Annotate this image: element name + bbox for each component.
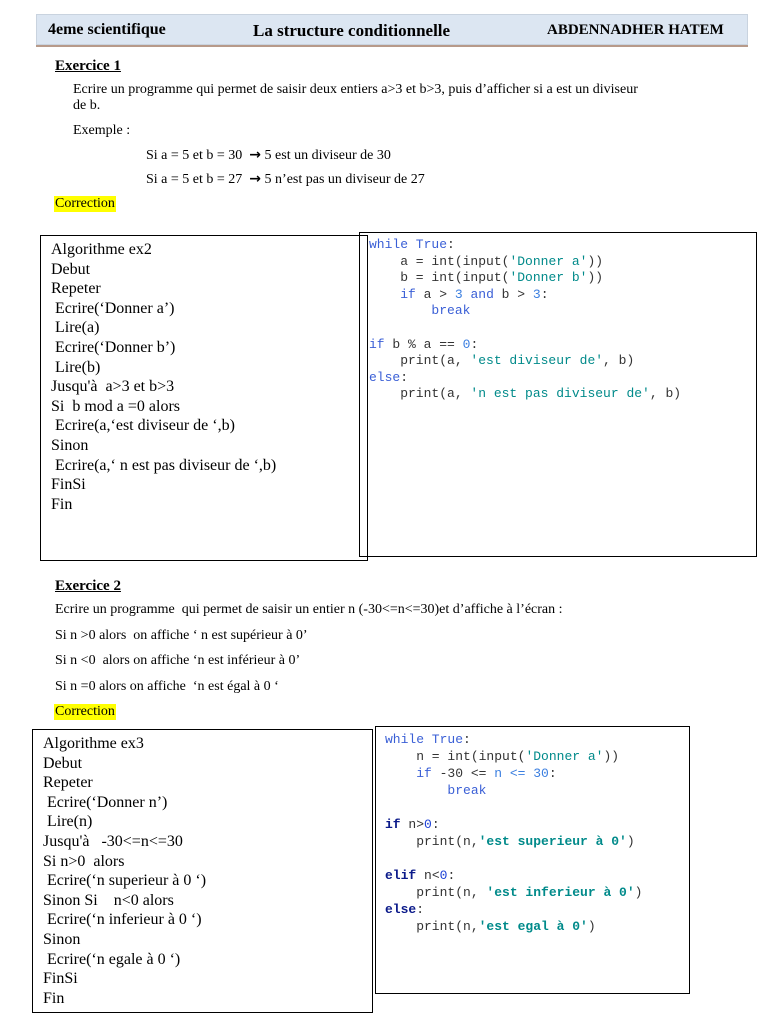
code-token: break xyxy=(431,303,471,319)
code-token: if xyxy=(369,336,385,352)
algorithm-box-2 xyxy=(32,729,373,1013)
algorithm-line: Repeter xyxy=(51,280,101,298)
code-token: : xyxy=(463,732,471,747)
case-negative: Si n <0 alors on affiche ‘n est inférieur à 0’ xyxy=(55,653,301,668)
code-token: else xyxy=(385,902,417,917)
code-line xyxy=(385,765,689,782)
algorithm-line: Ecrire(‘n egale à 0 ‘) xyxy=(43,950,181,968)
exercise-1-title: Exercice 1 xyxy=(55,58,121,74)
code-token: 3 xyxy=(454,286,463,302)
code-token: if xyxy=(416,766,432,781)
correction-label-1: Correction xyxy=(55,196,115,211)
code-token: if xyxy=(400,286,416,302)
code-token: and xyxy=(470,286,494,302)
code-token: print(n, xyxy=(385,834,479,849)
algorithm-line: Sinon xyxy=(51,436,89,454)
exercise-1-statement: Ecrire un programme qui permet de saisir deux entiers a>3 et b>3, puis d’afficher si a est un diviseur xyxy=(73,82,638,97)
algorithm-line: Ecrire(a,‘ n est pas diviseur de ‘,b) xyxy=(51,456,277,474)
code-token: while True xyxy=(369,237,448,252)
exercise-2-statement: Ecrire un programme qui permet de saisir un entier n (-30<=n<=30)et d’affiche à l’écran : xyxy=(55,602,563,617)
code-token: b > xyxy=(493,286,533,302)
code-token: : xyxy=(470,336,479,352)
code-token: 0 xyxy=(424,817,432,832)
python-code-box-1 xyxy=(359,232,757,557)
code-line xyxy=(369,254,756,271)
code-token xyxy=(369,287,400,302)
algorithm-line: Ecrire(‘Donner b’) xyxy=(51,338,176,356)
algorithm-line: Jusqu'à a>3 et b>3 xyxy=(51,378,175,396)
algorithm-line: Repeter xyxy=(43,774,93,792)
code-token: a = int(input( xyxy=(369,253,510,269)
case-positive: Si n >0 alors on affiche ‘ n est supérieur à 0’ xyxy=(55,628,308,643)
algorithm-line: Sinon xyxy=(43,930,81,948)
code-token: print(a, xyxy=(369,353,471,369)
code-token: 0 xyxy=(462,336,471,352)
code-token: b % a == xyxy=(384,336,463,352)
code-token: : xyxy=(548,766,557,781)
code-token: break xyxy=(447,783,487,798)
code-token: 3 xyxy=(532,286,541,302)
code-line xyxy=(369,386,756,403)
code-line xyxy=(385,799,689,816)
algorithm-line: Sinon Si n<0 alors xyxy=(43,891,174,909)
code-token: ) xyxy=(634,885,643,900)
algorithm-line: Lire(a) xyxy=(51,319,100,337)
exercise-1-statement-cont: de b. xyxy=(73,98,101,113)
code-token: b = int(input( xyxy=(369,270,510,286)
code-token: )) xyxy=(603,749,620,764)
code-token: 'Donner b' xyxy=(509,270,588,286)
code-token: n = int(input( xyxy=(385,749,526,764)
algorithm-line: Lire(n) xyxy=(43,813,93,831)
code-line xyxy=(369,270,756,287)
code-line xyxy=(385,833,689,850)
code-line xyxy=(369,303,756,320)
code-token: : xyxy=(447,868,456,883)
code-token: n <= 30 xyxy=(494,766,549,781)
code-token xyxy=(385,783,447,798)
code-line xyxy=(369,287,756,304)
code-token xyxy=(369,303,431,318)
code-token: while True xyxy=(385,732,464,747)
algorithm-line: Ecrire(‘n inferieur à 0 ‘) xyxy=(43,911,202,929)
code-line xyxy=(385,918,689,935)
code-token: -30 <= xyxy=(431,766,495,781)
example-2 xyxy=(146,171,425,188)
code-token: 'est inferieur à 0' xyxy=(486,885,635,900)
algorithm-line: Ecrire(‘Donner n’) xyxy=(43,793,168,811)
arrow-icon: → xyxy=(249,147,262,163)
example-condition: Si a = 5 et b = 30 xyxy=(146,148,243,163)
code-token: 'est diviseur de' xyxy=(470,353,604,369)
algorithm-box-1 xyxy=(40,235,368,561)
python-code-box-2 xyxy=(375,726,690,994)
algorithm-line: Ecrire(a,‘est diviseur de ‘,b) xyxy=(51,417,235,435)
code-token: ) xyxy=(587,919,596,934)
arrow-icon: → xyxy=(249,171,262,187)
algorithm-line: Si b mod a =0 alors xyxy=(51,397,181,415)
code-token: print(n, xyxy=(385,919,479,934)
page-header xyxy=(36,14,748,45)
code-token: , b) xyxy=(649,386,682,402)
code-token: if xyxy=(385,817,401,832)
code-token: : xyxy=(416,902,425,917)
example-1 xyxy=(146,147,391,164)
code-token: 'Donner a' xyxy=(509,253,588,269)
header-level: 4eme scientifique xyxy=(48,21,166,38)
code-line xyxy=(369,353,756,370)
algorithm-line: Lire(b) xyxy=(51,358,101,376)
code-token: else xyxy=(369,369,401,385)
algorithm-line: Debut xyxy=(43,754,83,772)
algorithm-line: Ecrire(‘n superieur à 0 ‘) xyxy=(43,872,207,890)
code-token: 'Donner a' xyxy=(525,749,604,764)
code-token: : xyxy=(400,369,409,385)
exercise-2-title: Exercice 2 xyxy=(55,578,121,594)
algorithm-line: Debut xyxy=(51,260,91,278)
code-line xyxy=(369,370,756,387)
code-token: n> xyxy=(400,817,425,832)
case-zero: Si n =0 alors on affiche ‘n est égal à 0 ‘ xyxy=(55,679,279,694)
code-line xyxy=(369,237,756,254)
code-line xyxy=(385,816,689,833)
example-label: Exemple : xyxy=(73,123,131,138)
code-line xyxy=(385,782,689,799)
algorithm-line: Jusqu'à -30<=n<=30 xyxy=(43,832,183,850)
code-token: 'est superieur à 0' xyxy=(478,834,627,849)
code-line xyxy=(385,731,689,748)
code-line xyxy=(385,884,689,901)
algorithm-line: Ecrire(‘Donner a’) xyxy=(51,299,175,317)
code-line xyxy=(385,748,689,765)
correction-label-2: Correction xyxy=(55,704,115,719)
header-author: ABDENNADHER HATEM xyxy=(547,22,724,38)
code-token: n< xyxy=(416,868,440,883)
example-condition: Si a = 5 et b = 27 xyxy=(146,172,243,187)
code-token: 'est egal à 0' xyxy=(478,919,588,934)
example-result: 5 est un diviseur de 30 xyxy=(264,148,391,163)
code-token: print(n, xyxy=(385,885,487,900)
code-token: , b) xyxy=(603,353,635,369)
code-token: print(a, xyxy=(369,386,471,402)
code-token: )) xyxy=(587,253,604,269)
algorithm-line: Fin xyxy=(43,989,65,1007)
code-token: elif xyxy=(385,868,417,883)
code-line xyxy=(369,337,756,354)
header-title: La structure conditionnelle xyxy=(253,21,451,40)
example-result: 5 n’est pas un diviseur de 27 xyxy=(264,172,425,187)
algorithm-title: Algorithme ex3 xyxy=(43,735,144,752)
algorithm-line: FinSi xyxy=(51,476,86,494)
code-line xyxy=(385,850,689,867)
code-line xyxy=(369,320,756,337)
code-line xyxy=(385,901,689,918)
algorithm-line: FinSi xyxy=(43,970,78,988)
code-token: 0 xyxy=(439,868,448,883)
code-token xyxy=(385,766,416,781)
algorithm-line: Fin xyxy=(51,495,73,513)
code-token: : xyxy=(447,237,455,252)
code-token: : xyxy=(540,286,549,302)
algorithm-title: Algorithme ex2 xyxy=(51,241,152,258)
code-token: ) xyxy=(626,834,635,849)
code-token: : xyxy=(431,817,440,832)
code-line xyxy=(385,867,689,884)
code-token: 'n est pas diviseur de' xyxy=(470,386,650,402)
code-token: )) xyxy=(587,270,604,286)
algorithm-line: Si n>0 alors xyxy=(43,852,125,870)
code-token: a > xyxy=(415,286,455,302)
